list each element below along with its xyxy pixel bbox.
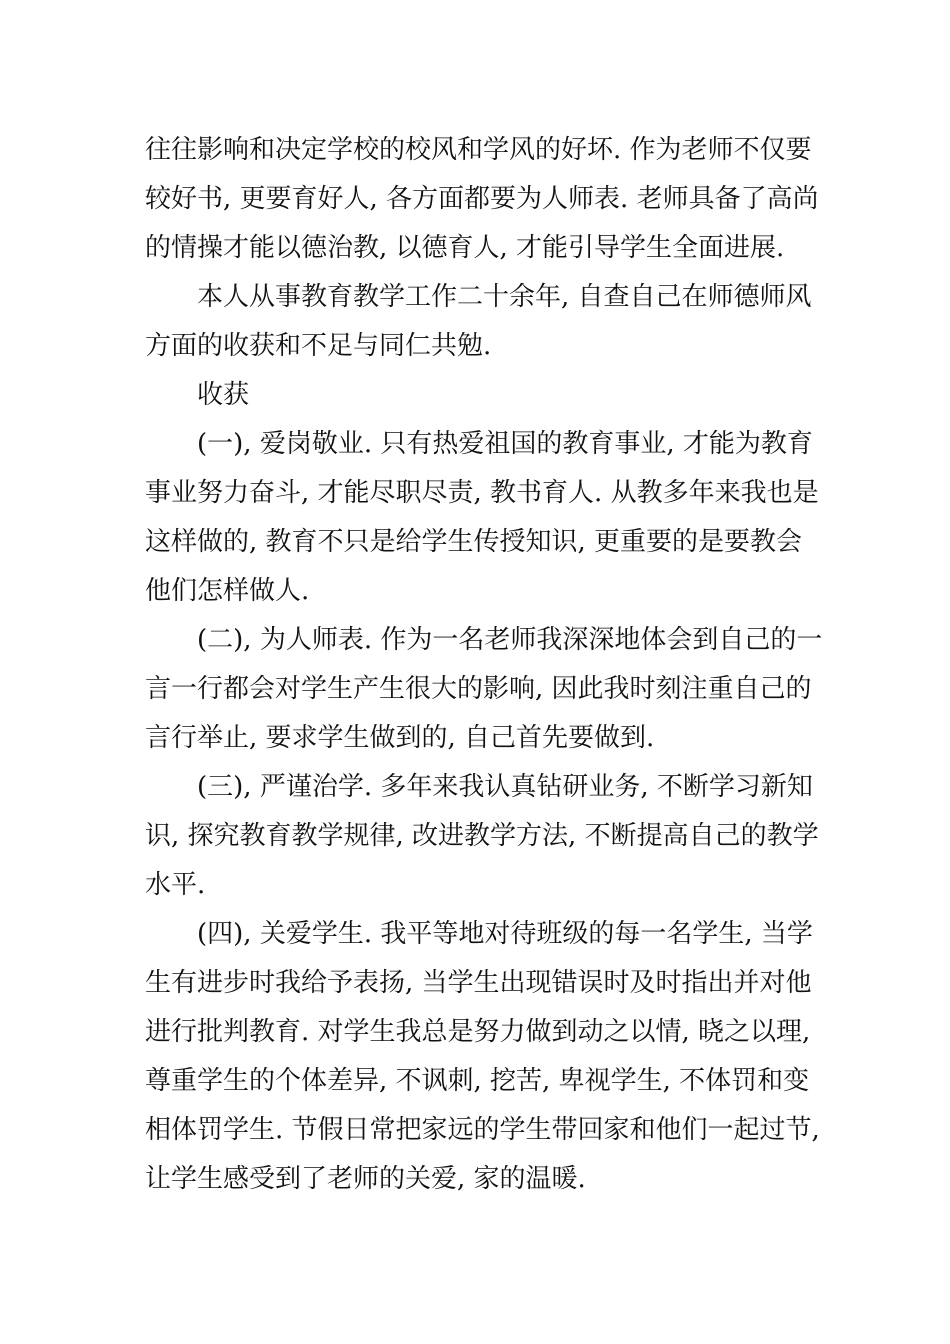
document-body	[145, 126, 825, 1204]
section-heading-gains: 收获	[197, 380, 250, 410]
paragraph-item-3: (三), 严谨治学. 多年来我认真钻研业务, 不断学习新知识, 探究教育教学规律, 改进教学方法, 不断提高自己的教学水平.	[145, 772, 819, 900]
paragraph-continued: 往往影响和决定学校的校风和学风的好坏. 作为老师不仅要较好书, 更要育好人, 各方面都要为人师表. 老师具备了高尚的情操才能以德治教, 以德育人, 才能引导学生全面进展.	[145, 135, 819, 263]
paragraph-intro: 本人从事教育教学工作二十余年, 自查自己在师德师风方面的收获和不足与同仁共勉.	[145, 282, 812, 361]
paragraph-item-2: (二), 为人师表. 作为一名老师我深深地体会到自己的一言一行都会对学生产生很大的影响, 因此我时刻注重自己的言行举止, 要求学生做到的, 自己首先要做到.	[145, 625, 823, 753]
paragraph-item-4: (四), 关爱学生. 我平等地对待班级的每一名学生, 当学生有进步时我给予表扬, 当学生出现错误时及时指出并对他进行批判教育. 对学生我总是努力做到动之以情, 晓之以理, 尊重学生的个体差异, 不讽刺, 挖苦, 卑视学生, 不体罚和变相体罚学生. 节假日常把家远的学生带回家和他们一起过节, 让学生感受到了老师的关爱, 家的温暖.	[145, 919, 820, 1194]
paragraph-item-1: (一), 爱岗敬业. 只有热爱祖国的教育事业, 才能为教育事业努力奋斗, 才能尽职尽责, 教书育人. 从教多年来我也是这样做的, 教育不只是给学生传授知识, 更重要的是要教会他们怎样做人.	[145, 429, 819, 606]
